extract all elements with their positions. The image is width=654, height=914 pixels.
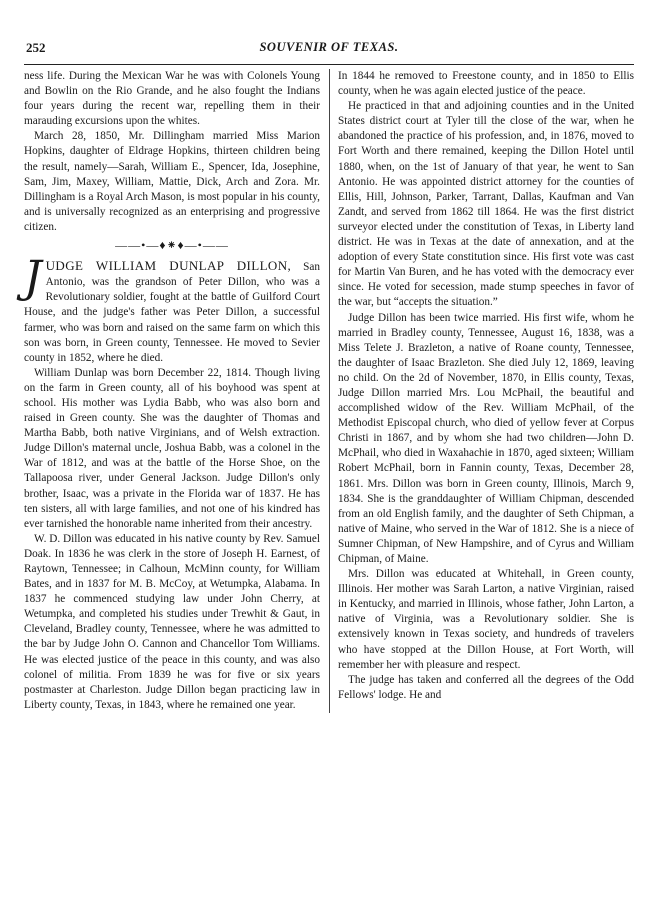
paragraph: William Dunlap was born December 22, 1814. Though living on the farm in Green county, all of his boyhood was spent at school. His mother was Lydia Babb, who was also born and raised in Green county. She was the daughter of Thomas and Martha Babb, both native Virginians, and of Welsh extraction. Judge Dillon's maternal uncle, Joshua Babb, was a colonel in the War of 1812, and was at the battle of the Horse Shoe, on the Tallapoosa river, under General Jackson. Judge Dillon's only brother, Isaac, was a private in the Florida war of 1837. He has ten sisters, all with large families, and not one of his kindred has ever tarnished the honorable name inherited from their ancestry.: [24, 366, 320, 530]
paragraph: March 28, 1850, Mr. Dillingham married Miss Marion Hopkins, daughter of Eldrage Hopkins, thirteen children being the result, namely—Sarah, William E., Spencer, Ida, Josephine, Sam, Jim, Maxey, William, Mattie, Dick, Arch and Zora. Mr. Dillingham is a Royal Arch Mason, is most popular in his county, and is universally recognized as an enterprising and progressive citizen.: [24, 130, 320, 233]
paragraph: In 1844 he removed to Freestone county, and in 1850 to Ellis county, when he was again elected justice of the peace.: [338, 70, 634, 98]
page-header: [24, 40, 634, 62]
paragraph: San Antonio, was the grandson of Peter Dillon, who was a Revolutionary soldier, fought at the battle of Guilford Court House, and the judge's father was Peter Dillon, a successful farmer, who was born and raised on the same farm on which this son was born, in Green county, Tennessee. He moved to Sevier county in 1852, where he died.: [24, 261, 320, 364]
paragraph: ness life. During the Mexican War he was with Colonels Young and Bowlin on the Rio Grande, and he also fought the Indians four years during the recent war, repelling them in their marauding excursions upon the whites.: [24, 70, 320, 128]
paragraph: Mrs. Dillon was educated at Whitehall, in Green county, Illinois. Her mother was Sarah Larton, a native Virginian, raised in Kentucky, and married in Illinois, whose father, John Larton, a native of Virginia, was a Revolutionary soldier. She is extensively known in Texas society, and hundreds of travelers who have stopped at the Dillon House, at Fort Worth, will remember her with pleasure and respect.: [338, 568, 634, 671]
paragraph: He practiced in that and adjoining counties and in the United States district court at Tyler till the close of the war, when he abandoned the practice of his profession, and, in 1876, moved to Fort Worth and there remained, keeping the Dillon Hotel until 1880, when, on the 1st of January of that year, he went to San Antonio. He was appointed district attorney for the counties of Ellis, Hill, Johnson, Parker, Tarrant, Dallas, Kaufman and Van Zandt, and served from 1862 till 1864. He was the first district surveyor elected under the constitution of Texas, in Liberty land district. He was in Texas at the date of annexation, and at the adoption of every State constitution since. His first vote was cast for Martin Van Buren, and he has voted with the democracy ever since. He voted for secession, made stump speeches in favor of the war, but “accepts the situation.”: [338, 100, 634, 309]
paragraph: The judge has taken and conferred all the degrees of the Odd Fellows' lodge. He and: [338, 673, 634, 701]
page-number: 252: [26, 40, 46, 55]
running-title: SOUVENIR OF TEXAS.: [259, 40, 399, 54]
left-column: [24, 69, 320, 713]
paragraph: W. D. Dillon was educated in his native county by Rev. Samuel Doak. In 1836 he was clerk in the store of Joseph H. Earnest, of Raytown, Tennessee; in Calhoun, McMinn county, for William Bates, and in 1837 for M. B. McCoy, at Wetumpka, Alabama. In 1837 he commenced studying law under John Cherry, at Wetumpka, and completed his studies under Trewhit & Gaut, in Cleveland, Bradley county, Tennessee, where he was admitted to the bar by Judge John O. Cannon and Chancellor Tom Williams. He was elected justice of the peace in this county, and was also colonel of militia. From 1839 he was for five or six years postmaster at Charleston. Judge Dillon began practicing law in Liberty county, Texas, in 1843, where he remained one year.: [24, 532, 320, 711]
paragraph: Judge Dillon has been twice married. His first wife, whom he married in Bradley county, Tennessee, August 16, 1838, was a Miss Telete J. Brazleton, a native of Roane county, Tennessee, the daughter of Isaac Brazleton. She died July 12, 1869, leaving no child. On the 2d of November, 1870, in Ellis county, Texas, Judge Dillon married Mrs. Lou McPhail, the beautiful and accomplished widow of the Rev. William McPhail, of the Methodist Episcopal church, who died of yellow fever at Corpus Christi in 1867, and by whom she had two children—John D. McPhail, who died in Waxahachie in 1870, aged sixteen; William Robert McPhail, born in Fannin county, Texas, December 28, 1861. Mrs. Dillon was born in Green county, Illinois, March 9, 1834. She is the granddaughter of William Chipman, descended from an old English family, and the daughter of Seth Chipman, a native of Maine, who served in the War of 1812. She is a niece of Sumner Chipman, of New Hampshire, and of Cyrus and William Chipman, of Maine.: [338, 311, 634, 565]
article-heading: UDGE WILLIAM DUNLAP DILLON,: [45, 258, 292, 274]
column-divider: [329, 69, 330, 713]
header-rule: [24, 64, 634, 65]
drop-cap: J: [24, 252, 42, 304]
section-ornament: ——•—♦⁕♦—•——: [115, 238, 229, 253]
article-start: [24, 252, 320, 366]
text-columns: [24, 69, 634, 713]
right-column: [338, 69, 634, 713]
